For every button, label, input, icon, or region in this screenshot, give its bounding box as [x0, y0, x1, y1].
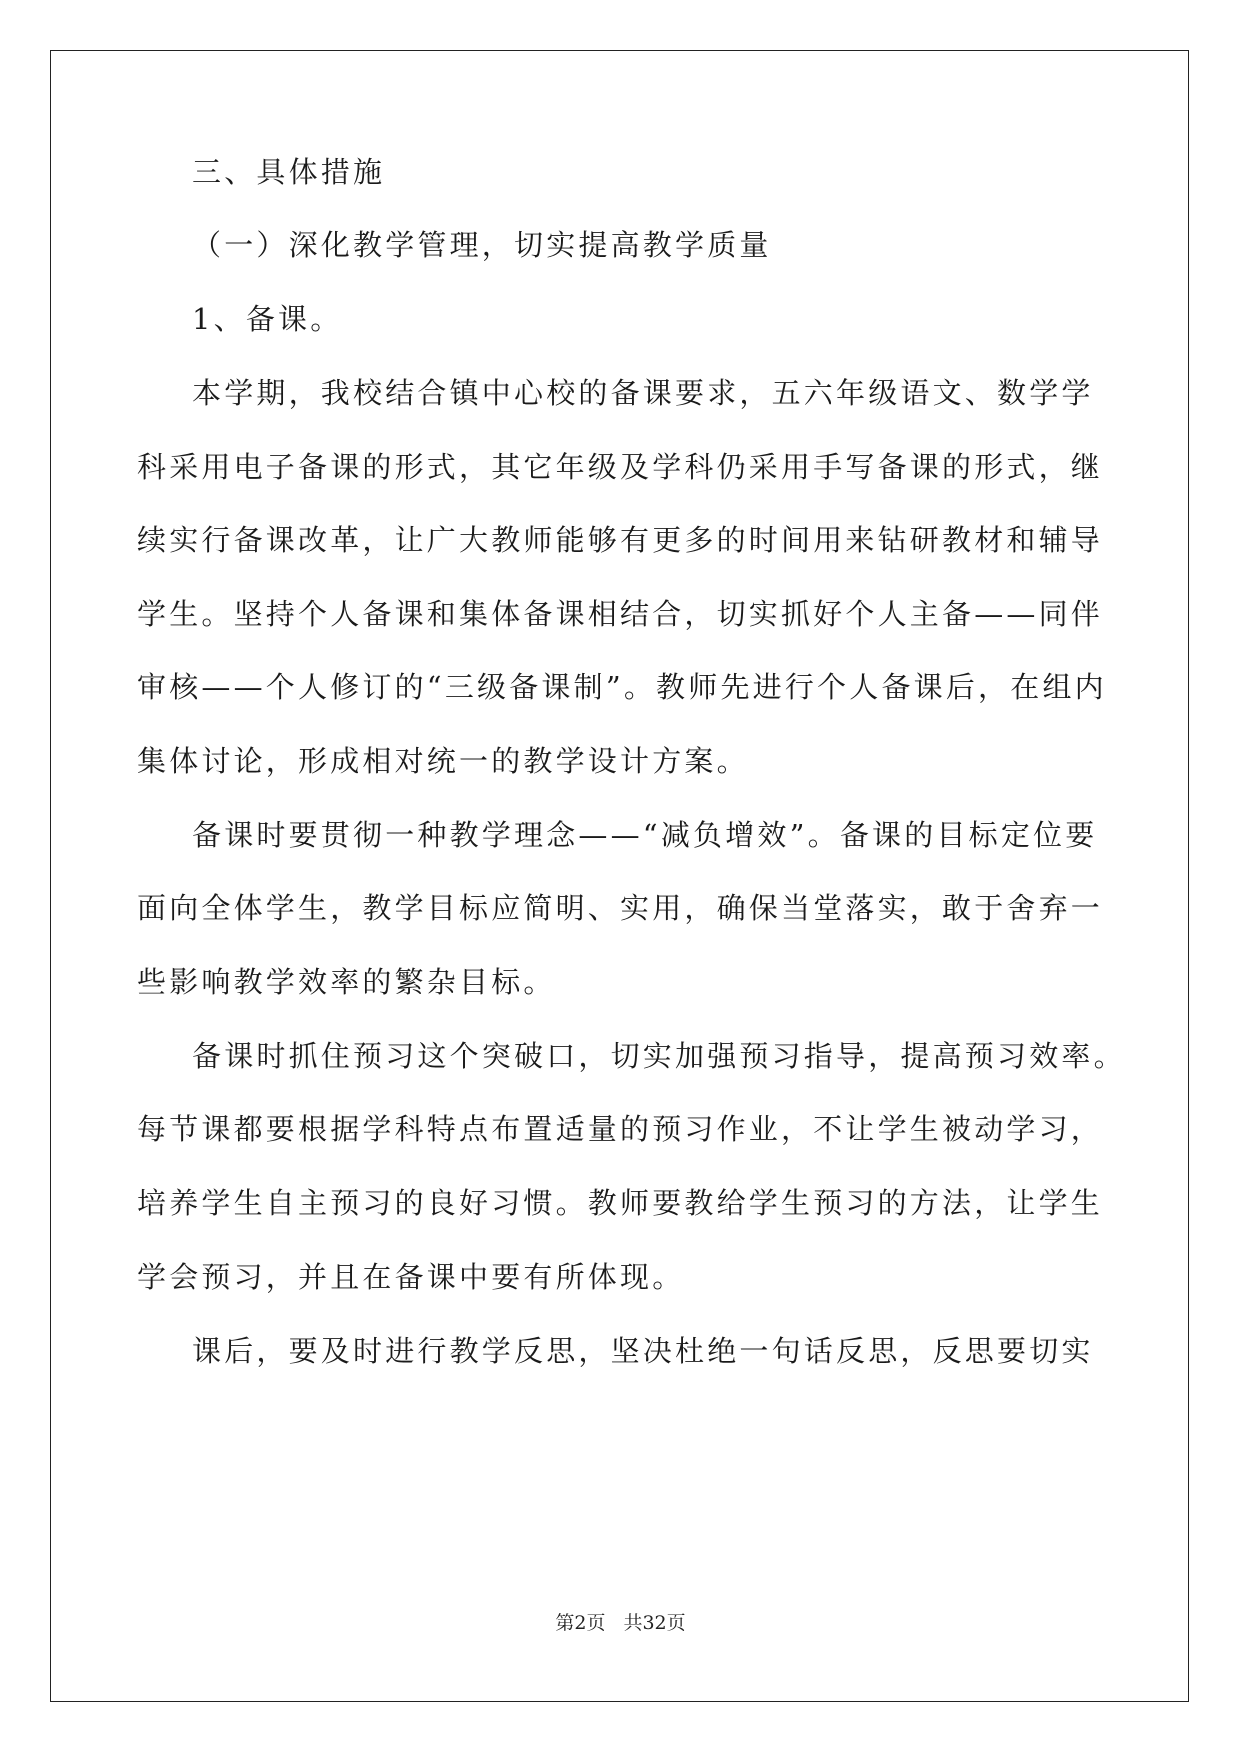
paragraph-line: 培养学生自主预习的良好习惯。教师要教给学生预习的方法，让学生: [137, 1186, 1104, 1220]
paragraph-line: 集体讨论，形成相对统一的教学设计方案。: [137, 744, 749, 778]
paragraph-line: 备课时要贯彻一种教学理念——“减负增效”。备课的目标定位要: [192, 818, 1098, 852]
section-heading: 三、具体措施: [192, 155, 386, 189]
page-number: 第2页: [555, 1612, 606, 1634]
paragraph-line: 每节课都要根据学科特点布置适量的预习作业，不让学生被动学习，: [137, 1112, 1104, 1146]
paragraph-line: 续实行备课改革，让广大教师能够有更多的时间用来钻研教材和辅导: [137, 523, 1104, 557]
paragraph-line: 审核——个人修订的“三级备课制”。教师先进行个人备课后，在组内: [137, 670, 1107, 704]
paragraph-line: 科采用电子备课的形式，其它年级及学科仍采用手写备课的形式，继: [137, 450, 1104, 484]
paragraph-line: 学生。坚持个人备课和集体备课相结合，切实抓好个人主备——同伴: [137, 597, 1104, 631]
paragraph-line: 面向全体学生，教学目标应简明、实用，确保当堂落实，敢于舍弃一: [137, 891, 1104, 925]
page-border: [50, 50, 1189, 1702]
paragraph-line: 备课时抓住预习这个突破口，切实加强预习指导，提高预习效率。: [192, 1039, 1126, 1073]
paragraph-line: 本学期，我校结合镇中心校的备课要求，五六年级语文、数学学: [192, 376, 1094, 410]
paragraph-line: 些影响教学效率的繁杂目标。: [137, 965, 556, 999]
paragraph-line: 课后，要及时进行教学反思，坚决杜绝一句话反思，反思要切实: [192, 1334, 1094, 1368]
subsection-heading: （一）深化教学管理，切实提高教学质量: [192, 228, 772, 262]
page-total: 共32页: [623, 1612, 686, 1634]
page-footer: [0, 1612, 1241, 1634]
item-heading: 1、备课。: [192, 302, 343, 336]
paragraph-line: 学会预习，并且在备课中要有所体现。: [137, 1260, 685, 1294]
